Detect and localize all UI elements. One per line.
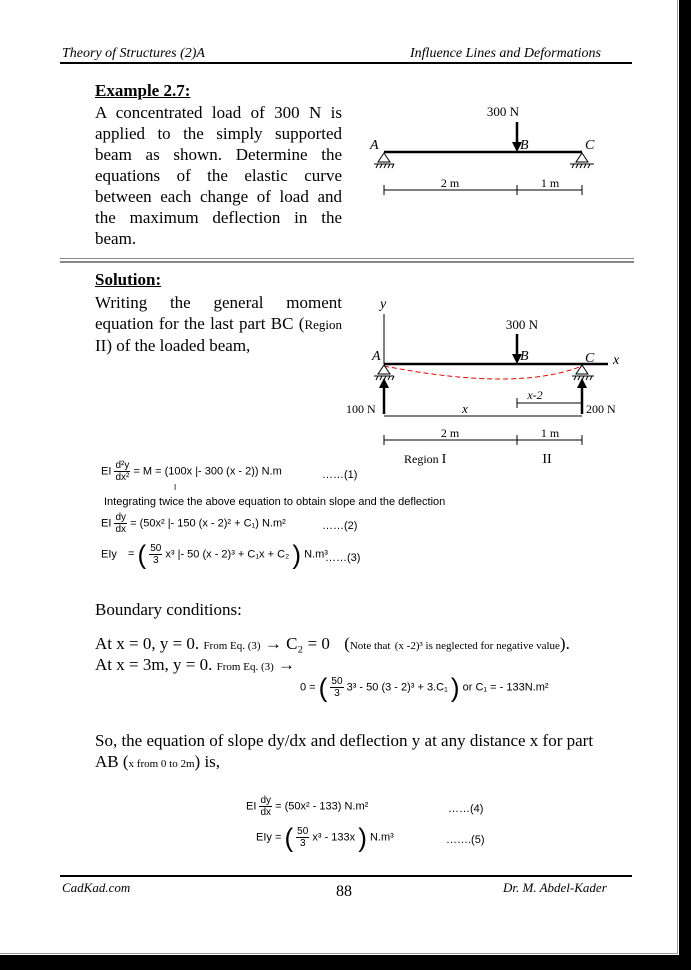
equation-1: EI $\frac{\text{d²y}}{\text{dx²}}$ = M = (100x |- 300 (x - 2)) N.m bbox=[101, 460, 282, 483]
solution-text: Writing the general moment equation for the last part BC (Region II) of the loaded beam, bbox=[95, 293, 342, 355]
fig2-x-label: x bbox=[462, 401, 468, 416]
equation-3: EIy = ( $\frac{50}{3}$ x³ |- 50 (x - 2)³ + C₁x + C₂ ) N.m³ bbox=[101, 539, 328, 570]
footer-rule bbox=[60, 875, 632, 877]
page-shadow-right bbox=[679, 0, 691, 970]
fig2-x-minus-label: x-2 bbox=[527, 388, 543, 402]
footer-left: CadKad.com bbox=[62, 880, 131, 895]
fig2-dim-2: 1 m bbox=[540, 426, 560, 440]
fig1-label-C: C bbox=[585, 138, 595, 153]
beam-figure-1 bbox=[360, 100, 610, 200]
fig1-support-C bbox=[576, 153, 588, 162]
example-text: A concentrated load of 300 N is applied to the simply supported beam as shown. Determine the equations of the elastic curve between each change of load and the maximum deflection in the beam. bbox=[95, 103, 342, 248]
fig1-label-B: B bbox=[520, 138, 529, 153]
fig2-label-B: B bbox=[520, 349, 529, 364]
page-number: 88 bbox=[336, 883, 352, 900]
boundary-title: Boundary conditions: bbox=[95, 600, 242, 619]
fig2-dim-1: 2 m bbox=[440, 426, 460, 440]
fig1-load-label: 300 N bbox=[486, 104, 520, 119]
fig2-region-1: Region I bbox=[404, 452, 447, 467]
beam-figure-2 bbox=[340, 292, 630, 472]
eq1-subscript: I bbox=[174, 483, 177, 492]
conclusion-text: So, the equation of slope dy/dx and deflection y at any distance x for part AB (x from 0 to 2m) is, bbox=[95, 731, 594, 771]
header-left: Theory of Structures (2)A bbox=[62, 46, 205, 61]
fig1-support-A bbox=[378, 153, 390, 162]
equation-3-tag: ……(3) bbox=[325, 552, 361, 564]
equation-5-tag: …….(5) bbox=[446, 834, 485, 846]
boundary-line-2: At x = 3m, y = 0. From Eq. (3) → bbox=[95, 655, 296, 674]
fig2-x-axis-label: x bbox=[613, 353, 620, 368]
fig2-y-label: y bbox=[380, 297, 387, 312]
equation-2: EI $\frac{dy}{dx}$ = (50x² |- 150 (x - 2)² + C₁) N.m² bbox=[101, 512, 286, 535]
section-separator bbox=[60, 258, 634, 259]
fig2-elastic-curve bbox=[384, 366, 582, 379]
fig1-label-A: A bbox=[370, 138, 379, 153]
page-shadow-bottom bbox=[0, 955, 691, 970]
fig2-label-C: C bbox=[585, 351, 595, 366]
fig2-load-label: 300 N bbox=[505, 317, 539, 332]
fig2-reaction-A-label: 100 N bbox=[346, 402, 376, 416]
equation-4-tag: ……(4) bbox=[448, 803, 484, 815]
equation-4: EI $\frac{dy}{dx}$ = (50x² - 133) N.m² bbox=[246, 795, 369, 818]
example-title: Example 2.7: bbox=[95, 81, 191, 100]
header-rule bbox=[60, 62, 632, 64]
fig2-label-A: A bbox=[372, 349, 381, 364]
header-right: Influence Lines and Deformations bbox=[410, 46, 601, 61]
equation-2-tag: ……(2) bbox=[322, 520, 358, 532]
equation-5: EIy = ( $\frac{50}{3}$ x³ - 133x ) N.m³ bbox=[256, 822, 394, 853]
integrate-text: Integrating twice the above equation to obtain slope and the deflection bbox=[104, 496, 446, 508]
equation-1-tag: ……(1) bbox=[322, 469, 358, 481]
fig1-dim-1: 2 m bbox=[440, 176, 460, 190]
section-separator-2 bbox=[60, 261, 634, 263]
boundary-calculation: 0 = ( $\frac{50}{3}$ 3³ - 50 (3 - 2)³ + 3.C₁ ) or C₁ = - 133N.m² bbox=[300, 672, 549, 703]
solution-title: Solution: bbox=[95, 270, 162, 289]
boundary-line-1: At x = 0, y = 0. From Eq. (3) → C₂ = 0 (Note that (x -2)³ is neglected for negative value). bbox=[95, 634, 570, 653]
fig2-region-2: II bbox=[542, 452, 552, 467]
fig2-reaction-C-label: 200 N bbox=[586, 402, 616, 416]
footer-right: Dr. M. Abdel-Kader bbox=[503, 880, 607, 895]
fig1-dim-2: 1 m bbox=[540, 176, 560, 190]
